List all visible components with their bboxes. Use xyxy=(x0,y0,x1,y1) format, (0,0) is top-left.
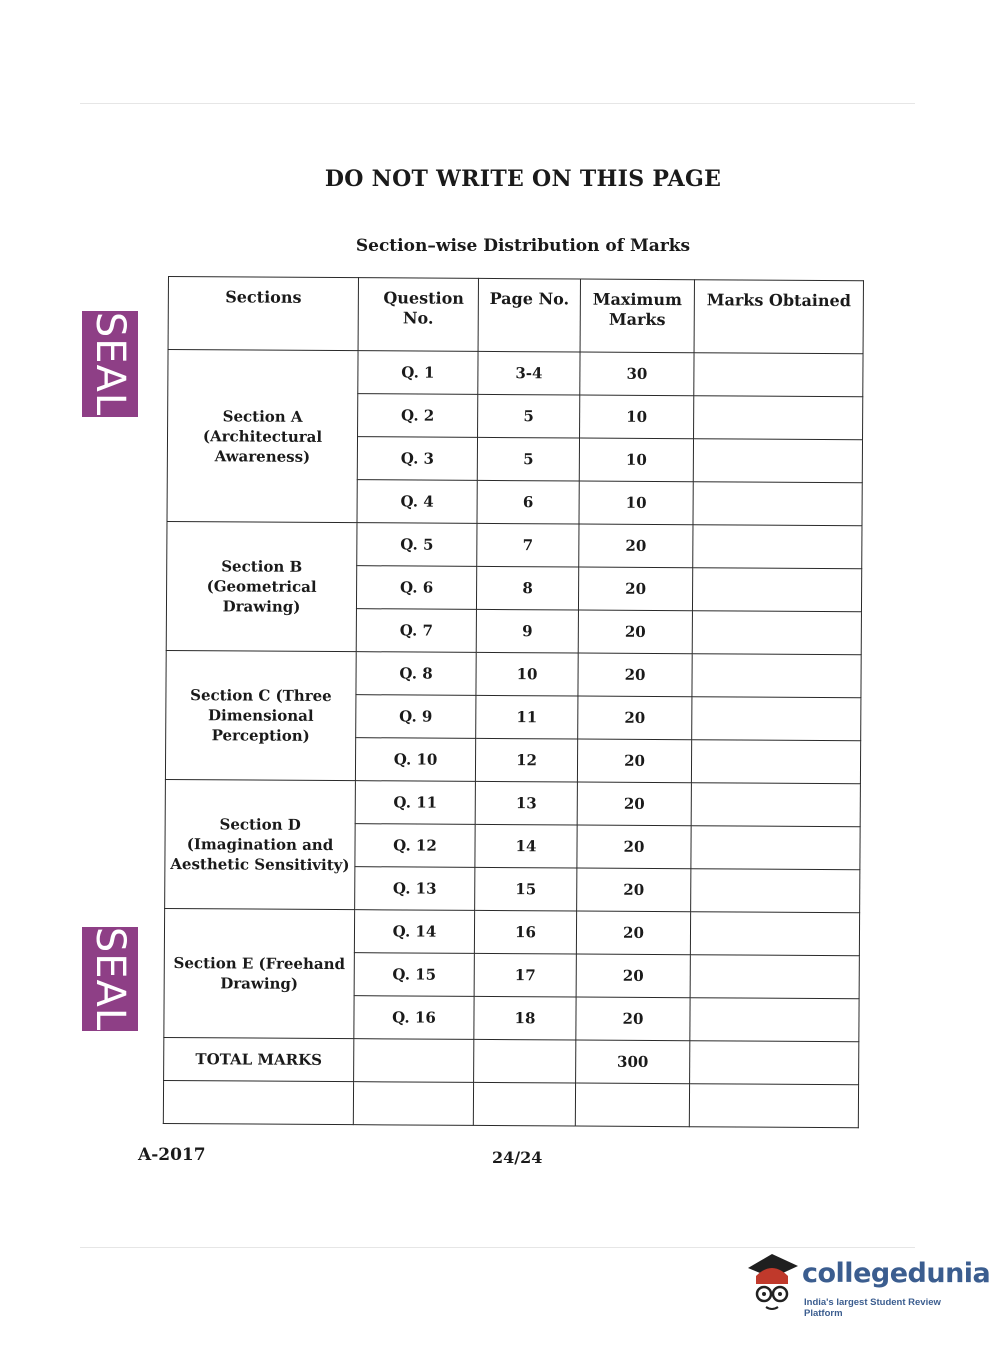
marks-obtained-cell xyxy=(694,396,863,440)
marks-obtained-cell xyxy=(691,826,860,870)
header-page-no: Page No. xyxy=(478,278,580,352)
marks-obtained-cell xyxy=(692,654,861,698)
maximum-marks: 10 xyxy=(579,438,693,482)
marks-obtained-cell xyxy=(691,740,860,784)
marks-distribution-table xyxy=(163,276,864,1128)
section-e-name: Section E (Freehand Drawing) xyxy=(164,908,355,1038)
page-title: DO NOT WRITE ON THIS PAGE xyxy=(324,166,722,192)
question-no: Q. 15 xyxy=(354,953,474,997)
question-no: Q. 14 xyxy=(354,910,474,954)
page-no: 10 xyxy=(476,652,578,696)
page-no: 7 xyxy=(477,523,579,567)
table-row xyxy=(168,350,863,397)
question-no: Q. 4 xyxy=(357,480,477,524)
blank-cell xyxy=(473,1082,575,1126)
table-header-row xyxy=(168,277,863,354)
marks-obtained-cell xyxy=(691,783,860,827)
section-a-name: Section A (Architectural Awareness) xyxy=(167,350,358,523)
page-no: 14 xyxy=(475,824,577,868)
page-no: 5 xyxy=(477,437,579,481)
top-rule xyxy=(80,103,915,104)
page-no: 17 xyxy=(474,953,576,997)
marks-obtained-cell xyxy=(692,697,861,741)
question-no: Q. 1 xyxy=(358,351,478,395)
blank-cell xyxy=(575,1083,689,1127)
section-c-name: Section C (Three Dimensional Perception) xyxy=(165,650,356,780)
question-no: Q. 5 xyxy=(357,523,477,567)
header-sections: Sections xyxy=(168,277,358,351)
question-no: Q. 6 xyxy=(356,566,476,610)
page-number: 24/24 xyxy=(492,1148,543,1167)
page-no: 5 xyxy=(478,394,580,438)
maximum-marks: 30 xyxy=(580,352,694,396)
page-no: 9 xyxy=(476,609,578,653)
collegedunia-logo xyxy=(742,1250,991,1320)
section-b-name: Section B (Geometrical Drawing) xyxy=(166,521,357,651)
marks-obtained-cell xyxy=(693,525,862,569)
seal-stamp-bottom xyxy=(82,927,138,1031)
total-question-cell xyxy=(354,1039,474,1083)
page-no: 13 xyxy=(475,781,577,825)
header-marks-obtained: Marks Obtained xyxy=(694,280,863,354)
page-no: 16 xyxy=(474,910,576,954)
maximum-marks: 20 xyxy=(577,825,691,869)
table-row xyxy=(167,521,862,568)
total-page-cell xyxy=(474,1039,576,1083)
maximum-marks: 20 xyxy=(578,610,692,654)
logo-wordmark: collegedunia xyxy=(802,1258,991,1289)
table-row xyxy=(164,908,859,955)
question-no: Q. 7 xyxy=(356,609,476,653)
question-no: Q. 10 xyxy=(355,738,475,782)
page-no: 6 xyxy=(477,480,579,524)
maximum-marks: 10 xyxy=(580,395,694,439)
page-no: 12 xyxy=(475,738,577,782)
table-row xyxy=(166,650,861,697)
total-maximum-marks: 300 xyxy=(576,1040,690,1084)
mascot-icon xyxy=(742,1250,802,1316)
paper-code: A-2017 xyxy=(138,1145,206,1165)
marks-obtained-cell xyxy=(694,353,863,397)
maximum-marks: 20 xyxy=(576,954,690,998)
question-no: Q. 16 xyxy=(354,996,474,1040)
blank-cell xyxy=(163,1080,353,1124)
bottom-rule xyxy=(80,1247,915,1248)
maximum-marks: 20 xyxy=(579,524,693,568)
header-maximum-marks: Maximum Marks xyxy=(580,279,694,353)
marks-obtained-cell xyxy=(691,869,860,913)
maximum-marks: 20 xyxy=(578,696,692,740)
maximum-marks: 20 xyxy=(577,739,691,783)
question-no: Q. 2 xyxy=(358,394,478,438)
marks-obtained-cell xyxy=(692,568,861,612)
seal-label: SEAL xyxy=(87,311,133,417)
maximum-marks: 20 xyxy=(577,868,691,912)
blank-row xyxy=(163,1080,858,1127)
marks-obtained-cell xyxy=(693,482,862,526)
section-d-name: Section D (Imagination and Aesthetic Sensitivity) xyxy=(165,779,356,909)
marks-obtained-cell xyxy=(690,955,859,999)
maximum-marks: 20 xyxy=(576,997,690,1041)
maximum-marks: 20 xyxy=(578,567,692,611)
seal-label: SEAL xyxy=(87,926,133,1032)
seal-stamp-top xyxy=(82,311,138,417)
question-no: Q. 9 xyxy=(356,695,476,739)
page-no: 15 xyxy=(475,867,577,911)
page-no: 18 xyxy=(474,996,576,1040)
question-no: Q. 12 xyxy=(355,824,475,868)
table-row xyxy=(165,779,860,826)
page-no: 3-4 xyxy=(478,351,580,395)
blank-cell xyxy=(353,1082,473,1126)
marks-obtained-cell xyxy=(692,611,861,655)
header-question-no: Question No. xyxy=(358,278,478,352)
page-no: 8 xyxy=(476,566,578,610)
logo-tagline: India's largest Student Review Platform xyxy=(804,1297,941,1319)
question-no: Q. 13 xyxy=(355,867,475,911)
maximum-marks: 20 xyxy=(576,911,690,955)
question-no: Q. 11 xyxy=(355,781,475,825)
total-row xyxy=(164,1037,859,1084)
total-marks-label: TOTAL MARKS xyxy=(164,1037,354,1081)
question-no: Q. 3 xyxy=(357,437,477,481)
maximum-marks: 20 xyxy=(577,782,691,826)
blank-cell xyxy=(689,1084,858,1128)
marks-obtained-cell xyxy=(693,439,862,483)
total-obtained-cell xyxy=(690,1041,859,1085)
marks-obtained-cell xyxy=(690,998,859,1042)
maximum-marks: 10 xyxy=(579,481,693,525)
marks-obtained-cell xyxy=(690,912,859,956)
question-no: Q. 8 xyxy=(356,652,476,696)
maximum-marks: 20 xyxy=(578,653,692,697)
page-subtitle: Section–wise Distribution of Marks xyxy=(355,236,691,256)
page-no: 11 xyxy=(476,695,578,739)
